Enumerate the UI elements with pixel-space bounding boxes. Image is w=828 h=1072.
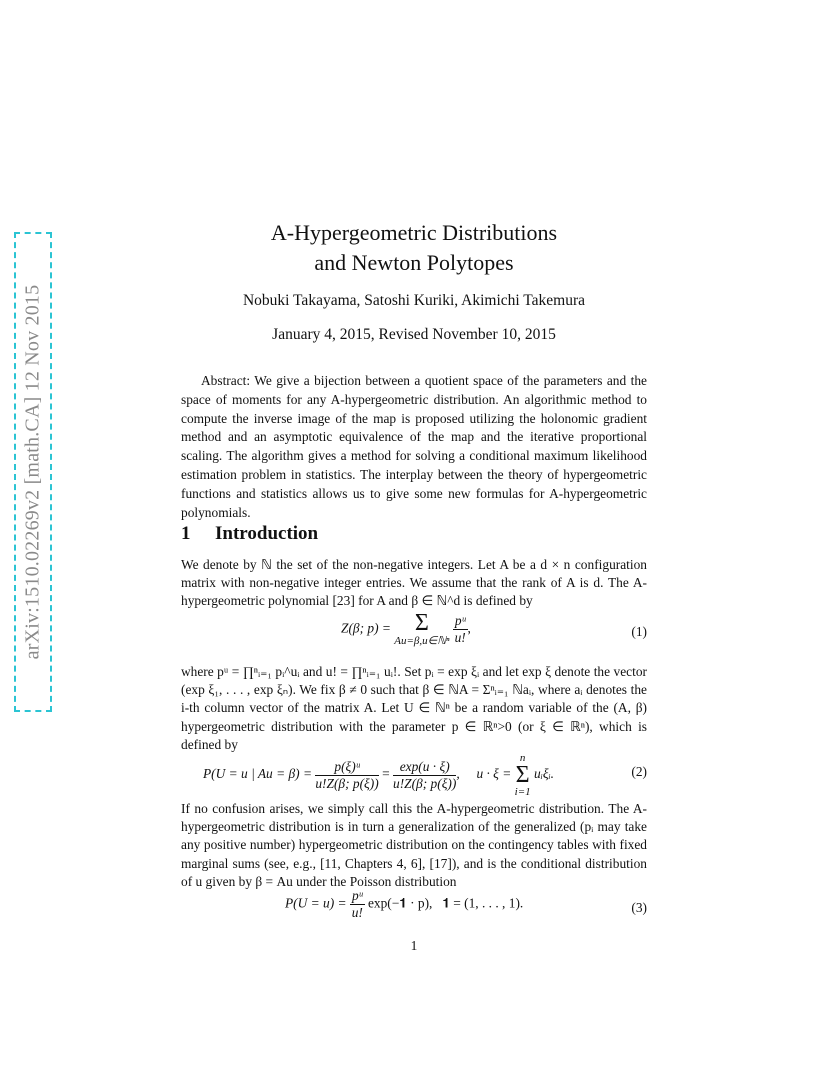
eq1-tail: , [467, 620, 471, 636]
eq2-sum: n Σ i=1 [514, 752, 531, 798]
section-heading [181, 523, 318, 545]
eq3-tail: exp(−𝟏 · p), 𝟏 = (1, . . . , 1). [367, 895, 524, 911]
paper-title [0, 218, 828, 278]
arxiv-stamp-text: arXiv:1510.02269v2 [math.CA] 12 Nov 2015 [21, 284, 44, 660]
eq2-fraction-1 [315, 759, 378, 792]
eq2-den1: u!Z(β; p(ξ)) [315, 775, 379, 791]
eq3-fraction [350, 888, 365, 921]
eq2-number: (2) [631, 764, 647, 779]
equation-2 [181, 752, 647, 798]
section-title: Introduction [215, 523, 319, 544]
section-number: 1 [181, 523, 191, 544]
authors: Nobuki Takayama, Satoshi Kuriki, Akimichi Takemura [242, 292, 586, 309]
title-line-1: A-Hypergeometric Distributions [270, 220, 558, 245]
eq2-den2: u!Z(β; p(ξ)) [393, 775, 457, 791]
eq1-sum: Σ Au=β,u∈ℕⁿ [394, 610, 450, 647]
paragraph-2: where pᵘ = ∏ⁿᵢ₌₁ pᵢ^uᵢ and u! = ∏ⁿᵢ₌₁ uᵢ!. Set pᵢ = exp ξᵢ and let exp ξ denote the vector (exp ξ₁, . . . , exp ξₙ). We fix β ≠ 0 such that β ∈ ℕA = Σⁿᵢ₌₁ ℕaᵢ, where aᵢ denotes the i-th column vector of the matrix A. Let U ∈ ℕⁿ be a random variable of the (A, β) hypergeometric distribution with the parameter p ∈ ℝⁿ>0 (or ξ ∈ ℝⁿ), which is defined by [181, 664, 647, 752]
eq3-den: u! [351, 905, 363, 920]
eq1-lhs: Z(β; p) = [341, 620, 391, 636]
eq1-number: (1) [631, 624, 647, 639]
eq2-mid: , u · ξ = [456, 766, 512, 782]
date: January 4, 2015, Revised November 10, 2015 [272, 326, 556, 343]
eq2-equals: = [382, 766, 390, 782]
paragraph-1: We denote by ℕ the set of the non-negative integers. Let A be a d × n configuration matrix with non-negative integer entries. We assume that the rank of A is d. The A-hypergeometric polynomial [23] for A and β ∈ ℕ^d is defined by [181, 557, 647, 609]
eq2-num1: p(ξ)ᵘ [315, 759, 378, 776]
equation-3 [181, 888, 647, 928]
eq2-lhs: P(U = u | Au = β) = [203, 766, 312, 782]
eq2-sum-sup: n [519, 752, 526, 764]
eq2-tail: uᵢξᵢ. [534, 766, 555, 782]
title-line-2: and Newton Polytopes [314, 250, 514, 275]
eq3-number: (3) [631, 900, 647, 915]
eq1-num: pᵘ [454, 613, 466, 628]
eq2-fraction-2 [393, 759, 456, 792]
eq2-num2: exp(u · ξ) [393, 759, 456, 776]
eq3-num: pᵘ [351, 888, 363, 903]
paragraph-3: If no confusion arises, we simply call this the A-hypergeometric distribution. The A-hypergeometric distribution is in turn a generalization of the generalized (pᵢ may take any positive number) hypergeometric distribution on the contingency tables with fixed marginal sums (see, e.g., [11, Chapters 4, 6], [17]), and is the conditional distribution of u given by β = Au under the Poisson distribution [181, 801, 647, 889]
eq1-sum-sub: Au=β,u∈ℕⁿ [394, 635, 450, 647]
eq2-sum-sub: i=1 [514, 786, 531, 798]
page-number: 1 [410, 938, 418, 953]
eq1-fraction [453, 613, 468, 646]
abstract: Abstract: We give a bijection between a quotient space of the parameters and the space of moments for any A-hypergeometric distribution. An algorithmic method to compute the inverse image of the map is proposed utilizing the holonomic gradient method and an asymptotic equivalence of the map and the iterative proportional scaling. The algorithm gives a method for solving a conditional maximum likelihood estimation problem in statistics. The interplay between the theory of hypergeometric functions and statistics allows us to give some new formulas for A-hypergeometric polynomials. [181, 373, 647, 520]
equation-1 [181, 612, 647, 652]
eq3-lhs: P(U = u) = [285, 895, 347, 911]
eq1-den: u! [454, 630, 466, 645]
